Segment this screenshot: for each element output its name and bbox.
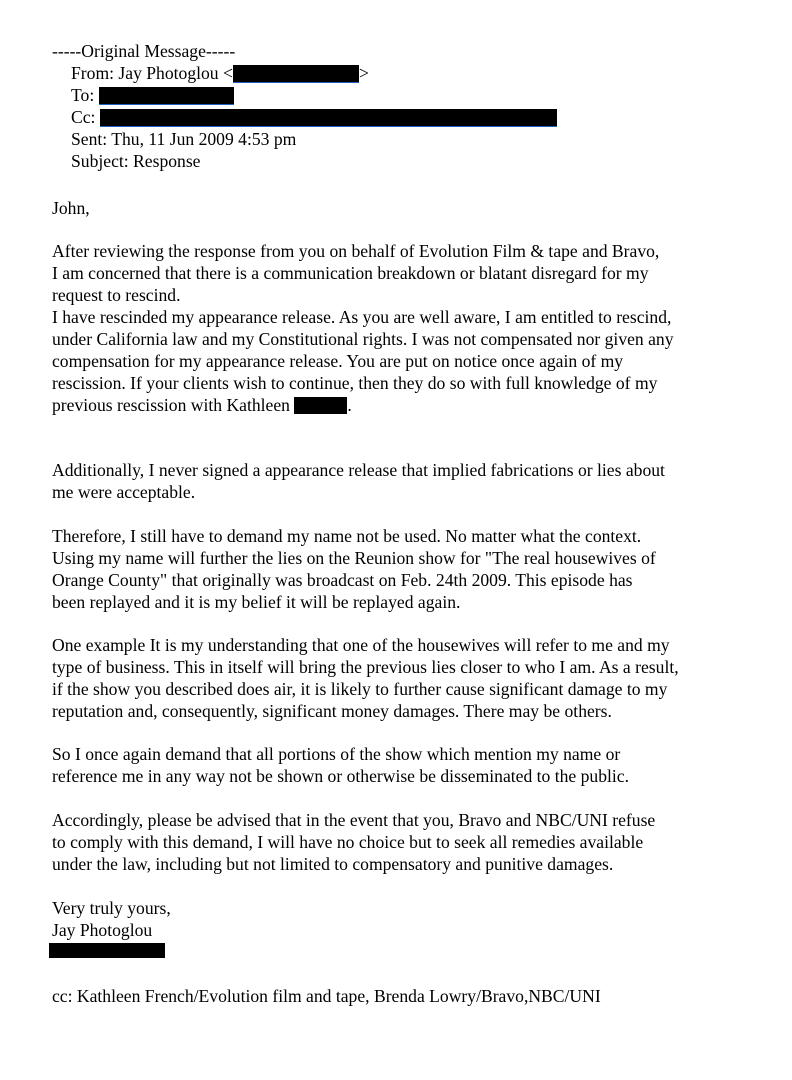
paragraph-line: been replayed and it is my belief it will be replayed again. (52, 592, 461, 612)
paragraph-line: if the show you described does air, it is likely to further cause significant damage to my (52, 679, 668, 699)
redacted-signature-line (49, 943, 165, 958)
paragraph-line-with-redaction (52, 394, 772, 416)
closing-block (52, 897, 772, 941)
from-label: From: Jay Photoglou < (71, 63, 233, 83)
greeting (52, 197, 772, 219)
paragraph-line: rescission. If your clients wish to continue, then they do so with full knowledge of my (52, 373, 658, 393)
to-email-redacted[interactable] (99, 84, 234, 106)
cc-line (71, 106, 791, 128)
cc-footer-text: cc: Kathleen French/Evolution film and tape, Brenda Lowry/Bravo,NBC/UNI (52, 986, 601, 1006)
from-close: > (358, 63, 369, 83)
paragraph-line: under California law and my Constitutional rights. I was not compensated nor given any (52, 329, 674, 349)
sent-text: Sent: Thu, 11 Jun 2009 4:53 pm (71, 129, 297, 149)
email-header (52, 40, 772, 62)
period-text: . (347, 395, 352, 415)
paragraph-line: One example It is my understanding that one of the housewives will refer to me and my (52, 635, 670, 655)
paragraph-line: under the law, including but not limited to compensatory and punitive damages. (52, 854, 614, 874)
closing-text: Very truly yours, (52, 898, 171, 918)
paragraph-1 (52, 240, 772, 306)
paragraph-line: Accordingly, please be advised that in the event that you, Bravo and NBC/UNI refuse (52, 810, 656, 830)
to-line (71, 84, 791, 106)
paragraph-4 (52, 525, 772, 613)
paragraph-line: request to rescind. (52, 285, 181, 305)
paragraph-6 (52, 743, 772, 787)
kathleen-text: previous rescission with Kathleen (52, 395, 295, 415)
paragraph-5 (52, 634, 772, 722)
paragraph-line: reputation and, consequently, significant money damages. There may be others. (52, 701, 612, 721)
from-line (71, 62, 791, 84)
subject-line (71, 150, 791, 172)
paragraph-line: type of business. This in itself will bring the previous lies closer to who I am. As a result, (52, 657, 679, 677)
paragraph-line: Orange County" that originally was broadcast on Feb. 24th 2009. This episode has (52, 570, 633, 590)
redacted-surname (294, 397, 347, 414)
paragraph-line: Therefore, I still have to demand my name not be used. No matter what the context. (52, 526, 642, 546)
paragraph-line: After reviewing the response from you on behalf of Evolution Film & tape and Bravo, (52, 241, 660, 261)
paragraph-line: me were acceptable. (52, 482, 196, 502)
signature-name: Jay Photoglou (52, 920, 153, 940)
original-message-line: -----Original Message----- (52, 41, 236, 61)
paragraph-line: reference me in any way not be shown or otherwise be disseminated to the public. (52, 766, 629, 786)
paragraph-line: Using my name will further the lies on the Reunion show for "The real housewives of (52, 548, 656, 568)
from-email-redacted[interactable] (233, 62, 359, 84)
paragraph-line: I am concerned that there is a communication breakdown or blatant disregard for my (52, 263, 649, 283)
paragraph-line: to comply with this demand, I will have no choice but to seek all remedies available (52, 832, 644, 852)
paragraph-line: compensation for my appearance release. You are put on notice once again of my (52, 351, 624, 371)
paragraph-line: So I once again demand that all portions of the show which mention my name or (52, 744, 621, 764)
paragraph-line: I have rescinded my appearance release. As you are well aware, I am entitled to rescind, (52, 307, 672, 327)
paragraph-3 (52, 459, 772, 503)
paragraph-2 (52, 306, 772, 416)
paragraph-7 (52, 809, 772, 875)
sent-line (71, 128, 791, 150)
cc-footer (52, 985, 772, 1007)
cc-emails-redacted[interactable] (100, 106, 557, 128)
cc-label: Cc: (71, 107, 100, 127)
paragraph-line: Additionally, I never signed a appearance release that implied fabrications or lies about (52, 460, 665, 480)
subject-text: Subject: Response (71, 151, 201, 171)
greeting-text: John, (52, 198, 90, 218)
to-label: To: (71, 85, 99, 105)
